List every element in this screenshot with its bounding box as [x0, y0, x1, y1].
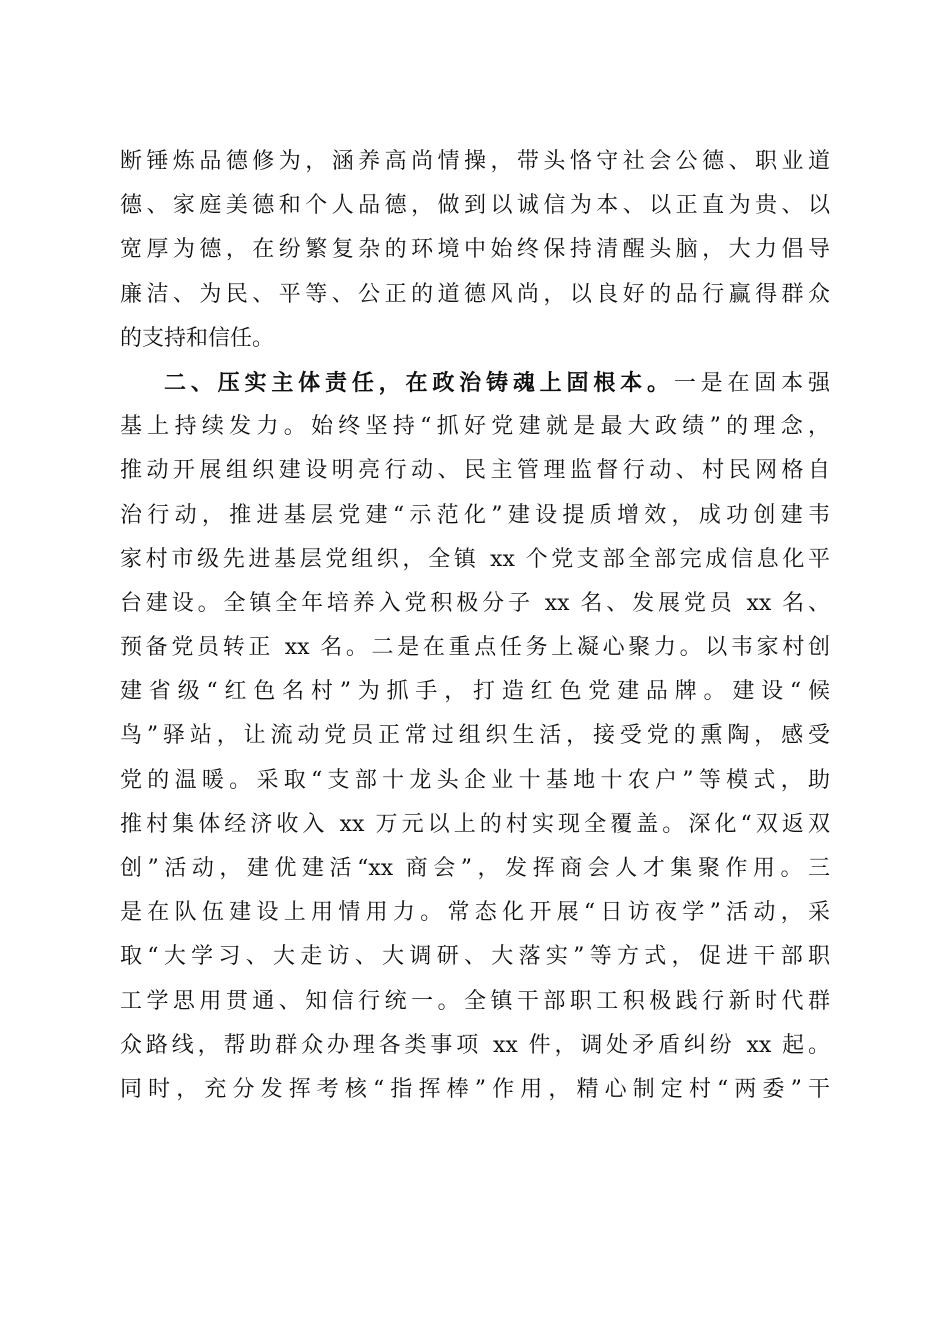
- text-line: 鸟”驿站，让流动党员正常过组织生活，接受党的熏陶，感受: [120, 723, 830, 749]
- text-line: 同时，充分发挥考核“指挥棒”作用，精心制定村“两委”干: [120, 1076, 830, 1102]
- text-line: 家村市级先进基层党组织，全镇 xx 个党支部全部完成信息化平: [120, 546, 830, 572]
- text-line: 德、家庭美德和个人品德，做到以诚信为本、以正直为贵、以: [120, 193, 830, 219]
- text-line: 推村集体经济收入 xx 万元以上的村实现全覆盖。深化“双返双: [120, 811, 830, 837]
- text-line: 预备党员转正 xx 名。二是在重点任务上凝心聚力。以韦家村创: [120, 635, 830, 661]
- text-line: 众路线，帮助群众办理各类事项 xx 件，调处矛盾纠纷 xx 起。: [120, 1032, 830, 1058]
- text-line: 是在队伍建设上用情用力。常态化开展“日访夜学”活动，采: [120, 900, 830, 926]
- text-line: 推动开展组织建设明亮行动、民主管理监督行动、村民网格自: [120, 458, 830, 484]
- text-line: 基上持续发力。始终坚持“抓好党建就是最大政绩”的理念，: [120, 414, 830, 440]
- heading-line: [120, 361, 830, 405]
- text-line: 廉洁、为民、平等、公正的道德风尚，以良好的品行赢得群众: [120, 281, 830, 307]
- text-line: 宽厚为德，在纷繁复杂的环境中始终保持清醒头脑，大力倡导: [120, 237, 830, 263]
- section-heading: 二、压实主体责任，在政治铸魂上固根本。: [164, 369, 674, 396]
- text-line: 建省级“红色名村”为抓手，打造红色党建品牌。建设“候: [120, 679, 830, 705]
- text-line: 的支持和信任。: [120, 325, 275, 351]
- paragraph-ethics: [120, 140, 830, 361]
- text-line: 治行动，推进基层党建“示范化”建设提质增效，成功创建韦: [120, 502, 830, 528]
- heading-line-rest: 一是在固本强: [673, 370, 830, 396]
- text-line: 创”活动，建优建活“xx 商会”，发挥商会人才集聚作用。三: [120, 856, 830, 881]
- text-line: 工学思用贯通、知信行统一。全镇干部职工积极践行新时代群: [120, 988, 830, 1014]
- text-line: 台建设。全镇全年培养入党积极分子 xx 名、发展党员 xx 名、: [120, 590, 830, 616]
- text-line: 取“大学习、大走访、大调研、大落实”等方式，促进干部职: [120, 944, 830, 970]
- document-body: [120, 140, 830, 1112]
- text-line: 断锤炼品德修为，涵养高尚情操，带头恪守社会公德、职业道: [120, 149, 830, 174]
- paragraph-responsibility: [120, 361, 830, 1112]
- text-line: 党的温暖。采取“支部十龙头企业十基地十农户”等模式，助: [120, 767, 830, 793]
